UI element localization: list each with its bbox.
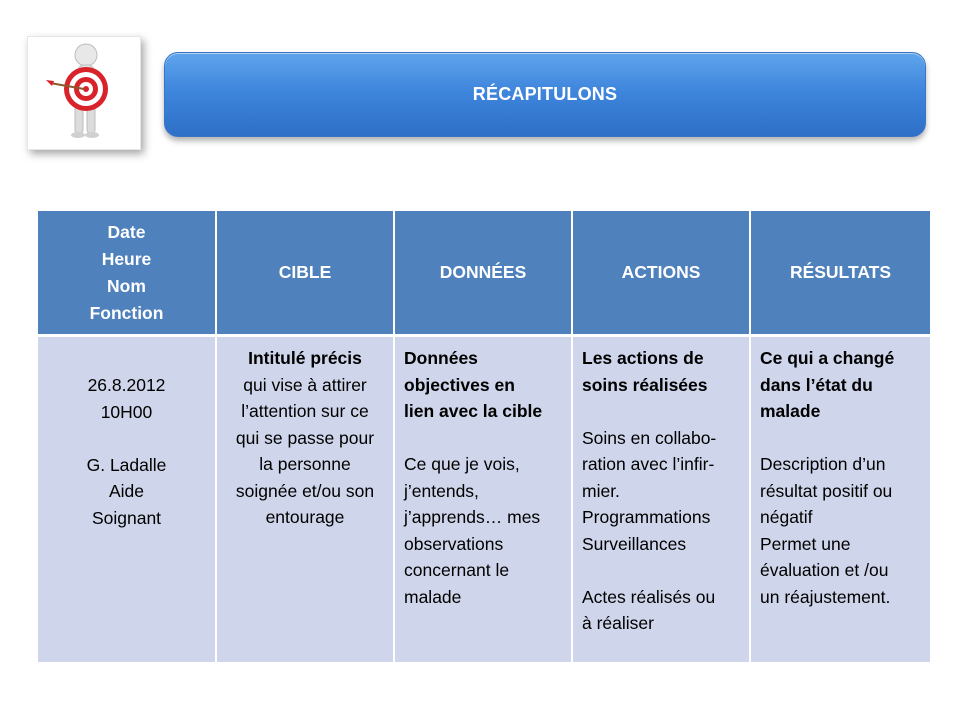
cell-donnees: Données objectives en lien avec la cible Ce que je vois, j’entends, j’apprends… mes observations concernant le malade	[394, 336, 572, 663]
title-banner	[164, 52, 926, 137]
target-figure-icon	[28, 37, 140, 149]
table-row	[38, 336, 930, 663]
recap-table	[38, 211, 930, 662]
table-header-row	[38, 211, 930, 336]
header-donnees: DONNÉES	[394, 211, 572, 336]
header-date: Date Heure Nom Fonction	[38, 211, 216, 336]
page-title: RÉCAPITULONS	[472, 84, 618, 104]
cell-cible: Intitulé précis qui vise à attirer l’attention sur ce qui se passe pour la personne soignée et/ou son entourage	[216, 336, 394, 663]
header-actions: ACTIONS	[572, 211, 750, 336]
cell-date: 26.8.2012 10H00 G. Ladalle Aide Soignant	[38, 336, 216, 663]
header-cible: CIBLE	[216, 211, 394, 336]
header-resultats: RÉSULTATS	[750, 211, 930, 336]
cell-actions: Les actions de soins réalisées Soins en collabo- ration avec l’infir- mier. Programmations Surveillances Actes réalisés ou à réaliser	[572, 336, 750, 663]
cell-resultats: Ce qui a changé dans l’état du malade Description d’un résultat positif ou négatif Permet une évaluation et /ou un réajustement.	[750, 336, 930, 663]
logo-image	[27, 36, 141, 150]
